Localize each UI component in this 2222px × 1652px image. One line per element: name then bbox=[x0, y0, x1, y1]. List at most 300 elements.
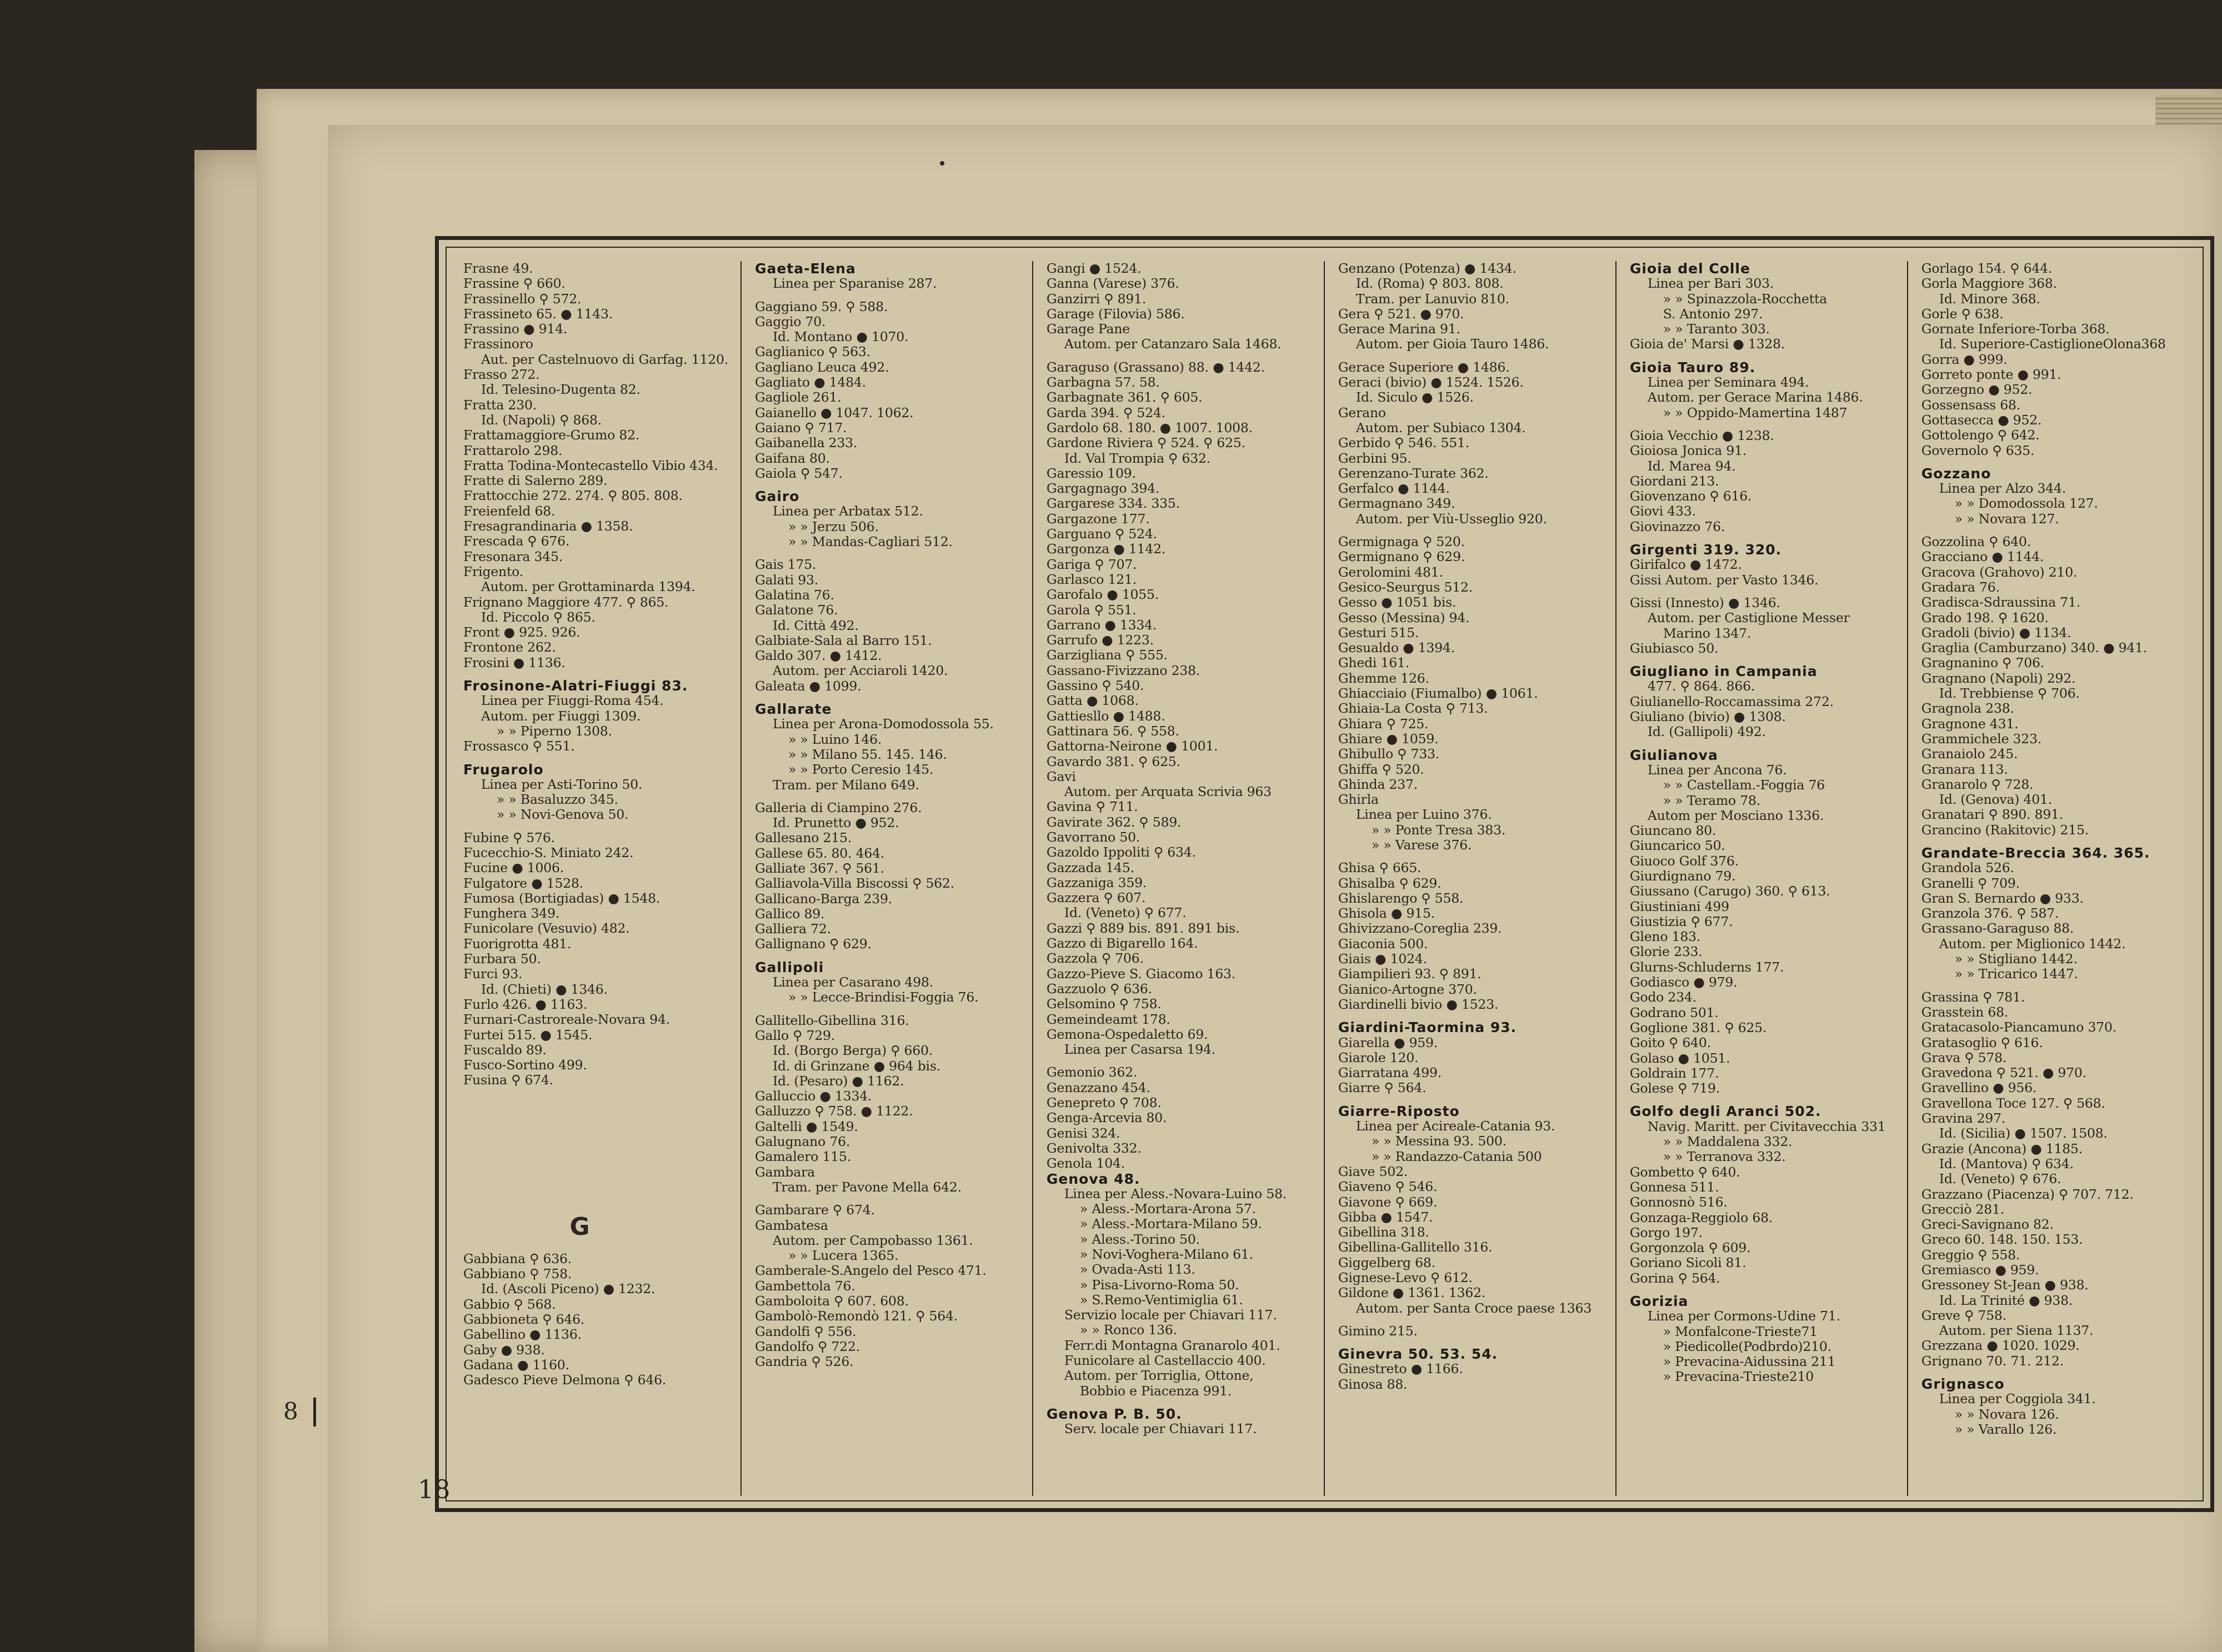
index-entry: Frasso 272. bbox=[463, 367, 540, 383]
index-heading: Genova P. B. 50. bbox=[1046, 1405, 1182, 1422]
index-heading: Gallarate bbox=[754, 701, 832, 718]
index-entry: Ghivizzano-Coreglia 239. bbox=[1338, 920, 1502, 937]
index-entry: Fusco-Sortino 499. bbox=[463, 1057, 587, 1073]
index-entry: Gaggio 70. bbox=[754, 313, 826, 329]
index-entry: Garda 394. ⚲ 524. bbox=[1046, 404, 1165, 420]
index-entry: Garofalo ● 1055. bbox=[1046, 587, 1159, 603]
index-entry: Galliera 72. bbox=[754, 921, 831, 937]
index-entry: Gattinara 56. ⚲ 558. bbox=[1046, 723, 1179, 739]
index-entry: Fratte di Salerno 289. bbox=[463, 473, 608, 489]
index-entry: Gargazone 177. bbox=[1046, 510, 1150, 527]
index-entry: Ganna (Varese) 376. bbox=[1046, 276, 1179, 292]
index-entry: Autom. per Acciaroli 1420. bbox=[772, 663, 948, 679]
index-entry: Fresonara 345. bbox=[463, 548, 563, 564]
index-entry: Galeata ● 1099. bbox=[754, 678, 862, 694]
index-entry: Fulgatore ● 1528. bbox=[463, 875, 584, 891]
index-entry: Genazzano 454. bbox=[1046, 1079, 1150, 1095]
index-entry: Serv. locale per Chiavari 117. bbox=[1064, 1421, 1257, 1437]
index-entry: Grandola 526. bbox=[1921, 860, 2014, 876]
index-entry: Autom. per Subiaco 1304. bbox=[1355, 419, 1526, 435]
index-entry: Gonnosnò 516. bbox=[1629, 1194, 1728, 1210]
index-column-3 bbox=[1033, 261, 1325, 1496]
index-heading: Grandate-Breccia 364. 365. bbox=[1921, 844, 2150, 861]
index-entry: Garaguso (Grassano) 88. ● 1442. bbox=[1046, 359, 1265, 375]
index-entry: Glorie 233. bbox=[1629, 944, 1703, 960]
index-entry: Governolo ⚲ 635. bbox=[1921, 442, 2035, 458]
index-entry: Gazzola ⚲ 706. bbox=[1046, 950, 1144, 967]
index-entry: Marino 1347. bbox=[1663, 625, 1751, 641]
index-entry: Ghislarengo ⚲ 558. bbox=[1338, 890, 1464, 906]
index-column-1 bbox=[450, 261, 742, 1496]
index-entry: Gallese 65. 80. 464. bbox=[754, 845, 885, 861]
index-entry: Linea per Luino 376. bbox=[1355, 807, 1492, 823]
index-entry: Id. (Mantova) ⚲ 634. bbox=[1939, 1155, 2074, 1172]
entry-spacer bbox=[463, 670, 735, 678]
index-entry: Giave 502. bbox=[1338, 1163, 1408, 1179]
index-entry: Gaggiano 59. ⚲ 588. bbox=[754, 298, 888, 314]
index-entry: Id. Marea 94. bbox=[1647, 458, 1736, 474]
index-entry: Funghera 349. bbox=[463, 905, 560, 922]
index-entry: Tram. per Lanuvio 810. bbox=[1355, 291, 1509, 307]
index-entry: Gazzi ⚲ 889 bis. 891. 891 bis. bbox=[1046, 920, 1240, 936]
index-entry: Freienfeld 68. bbox=[463, 503, 556, 519]
index-entry: Girifalco ● 1472. bbox=[1629, 557, 1742, 573]
index-entry: Fuorigrotta 481. bbox=[463, 935, 572, 952]
entry-spacer bbox=[1921, 1369, 2194, 1376]
index-entry: Grazie (Ancona) ● 1185. bbox=[1921, 1140, 2083, 1157]
index-entry: Genivolta 332. bbox=[1046, 1140, 1142, 1156]
index-entry: Grasstein 68. bbox=[1921, 1004, 2009, 1020]
index-entry: Ghemme 126. bbox=[1338, 670, 1429, 686]
index-entry: Gallico 89. bbox=[754, 905, 825, 922]
index-column-5 bbox=[1617, 261, 1908, 1496]
index-entry: Gazoldo Ippoliti ⚲ 634. bbox=[1046, 844, 1196, 860]
entry-spacer bbox=[1921, 527, 2194, 534]
index-entry: Granelli ⚲ 709. bbox=[1921, 875, 2020, 891]
index-entry: Gagliano Leuca 492. bbox=[754, 359, 889, 375]
index-entry: Gonnesa 511. bbox=[1629, 1179, 1719, 1195]
index-entry: Gerbido ⚲ 546. 551. bbox=[1338, 435, 1469, 451]
index-entry: Fucecchio-S. Miniato 242. bbox=[463, 844, 634, 860]
index-entry: Autom. per Santa Croce paese 1363 bbox=[1355, 1300, 1592, 1316]
entry-spacer bbox=[755, 1195, 1027, 1203]
index-entry: Gassano-Fivizzano 238. bbox=[1046, 662, 1200, 678]
index-entry: Gozzolina ⚲ 640. bbox=[1921, 534, 2031, 550]
index-heading: Girgenti 319. 320. bbox=[1629, 542, 1782, 558]
index-entry: » » Maddalena 332. bbox=[1663, 1134, 1793, 1150]
index-entry: » » Luino 146. bbox=[788, 731, 882, 747]
index-entry: Gazzera ⚲ 607. bbox=[1046, 890, 1146, 906]
index-entry: Giuoco Golf 376. bbox=[1629, 853, 1739, 869]
index-entry: Gorreto ponte ● 991. bbox=[1921, 367, 2061, 383]
index-entry: Golaso ● 1051. bbox=[1629, 1050, 1730, 1066]
entry-spacer bbox=[1338, 1012, 1610, 1020]
index-entry: Ghiara ⚲ 725. bbox=[1338, 715, 1429, 732]
entry-spacer bbox=[1338, 1316, 1610, 1324]
index-entry: Gerfalco ● 1144. bbox=[1338, 480, 1450, 497]
index-heading: Giarre-Riposto bbox=[1338, 1103, 1460, 1119]
index-entry: Gradoli (bivio) ● 1134. bbox=[1921, 624, 2071, 640]
index-entry: Gibellina 318. bbox=[1338, 1224, 1429, 1240]
index-entry: Garage Pane bbox=[1046, 321, 1130, 337]
index-entry: Giaconia 500. bbox=[1338, 935, 1428, 952]
index-entry: Garrano ● 1334. bbox=[1046, 617, 1157, 633]
index-entry: Gremiasco ● 959. bbox=[1921, 1262, 2039, 1278]
index-entry: Gombetto ⚲ 640. bbox=[1629, 1164, 1740, 1180]
index-entry: Frassineto 65. ● 1143. bbox=[463, 306, 613, 322]
index-entry: Id. di Grinzane ● 964 bis. bbox=[772, 1058, 940, 1074]
index-entry: Garlasco 121. bbox=[1046, 571, 1137, 587]
index-entry: Gravina 297. bbox=[1921, 1110, 2006, 1127]
index-entry: Gamalero 115. bbox=[754, 1149, 852, 1165]
index-entry: Gabbio ⚲ 568. bbox=[463, 1296, 556, 1312]
index-entry: Autom. per Gerace Marina 1486. bbox=[1647, 389, 1863, 406]
index-entry: Id. (Veneto) ⚲ 676. bbox=[1939, 1171, 2061, 1187]
index-entry: Id. (Pesaro) ● 1162. bbox=[772, 1073, 904, 1089]
index-entry: Granzola 376. ⚲ 587. bbox=[1921, 905, 2059, 922]
index-entry: Gandolfi ⚲ 556. bbox=[754, 1323, 857, 1339]
index-entry: Gallignano ⚲ 629. bbox=[754, 936, 872, 952]
index-entry: Autom. per Castiglione Messer bbox=[1647, 610, 1850, 626]
index-entry: Giggelberg 68. bbox=[1338, 1254, 1435, 1270]
index-entry: Grancino (Rakitovic) 215. bbox=[1921, 822, 2089, 838]
index-entry: » » Milano 55. 145. 146. bbox=[788, 746, 947, 762]
index-entry: Galdo 307. ● 1412. bbox=[754, 648, 882, 664]
index-entry: Gesso (Messina) 94. bbox=[1338, 609, 1470, 625]
index-entry: Giuliano (bivio) ● 1308. bbox=[1629, 709, 1786, 725]
index-entry: Galluccio ● 1334. bbox=[754, 1088, 872, 1104]
index-entry: Id. (Veneto) ⚲ 677. bbox=[1064, 905, 1187, 921]
index-entry: » » Mandas-Cagliari 512. bbox=[788, 534, 953, 550]
index-entry: Gais 175. bbox=[754, 557, 817, 573]
index-entry: » » Spinazzola-Rocchetta bbox=[1663, 291, 1827, 307]
entry-spacer bbox=[463, 1244, 735, 1251]
index-entry: Autom. per Miglionico 1442. bbox=[1939, 935, 2126, 952]
index-entry: Gesico-Seurgus 512. bbox=[1338, 579, 1473, 595]
entry-spacer bbox=[463, 823, 735, 830]
index-heading: Gioia Tauro 89. bbox=[1629, 359, 1756, 376]
index-entry: Fratta Todina-Montecastello Vibio 434. bbox=[463, 457, 718, 473]
entry-spacer bbox=[1338, 853, 1610, 860]
index-entry: Gaiano ⚲ 717. bbox=[754, 419, 847, 435]
entry-spacer bbox=[1921, 982, 2194, 990]
index-entry: Frattamaggiore-Grumo 82. bbox=[463, 427, 640, 443]
index-entry: Gariga ⚲ 707. bbox=[1046, 556, 1137, 572]
entry-spacer bbox=[1630, 1096, 1901, 1104]
index-entry: » » Teramo 78. bbox=[1663, 792, 1760, 808]
index-entry: Gaifana 80. bbox=[754, 450, 830, 466]
index-entry: Id. Telesino-Dugenta 82. bbox=[481, 382, 640, 398]
index-entry: Frasne 49. bbox=[463, 261, 533, 276]
index-entry: Gardolo 68. 180. ● 1007. 1008. bbox=[1046, 419, 1253, 435]
index-entry: Gatta ● 1068. bbox=[1046, 693, 1139, 709]
entry-spacer bbox=[463, 1088, 735, 1210]
index-entry: Gorlago 154. ⚲ 644. bbox=[1921, 261, 2053, 276]
index-entry: Fratta 230. bbox=[463, 397, 537, 413]
index-entry: Gorgonzola ⚲ 609. bbox=[1629, 1240, 1751, 1256]
entry-spacer bbox=[1047, 352, 1318, 360]
index-entry: Linea per Asti-Torino 50. bbox=[481, 776, 643, 792]
index-entry: Gorle ⚲ 638. bbox=[1921, 306, 2004, 322]
index-entry: Graglia (Camburzano) 340. ● 941. bbox=[1921, 640, 2148, 656]
index-entry: Gavina ⚲ 711. bbox=[1046, 799, 1138, 815]
index-entry: Gossensass 68. bbox=[1921, 397, 2021, 413]
index-entry: Galliate 367. ⚲ 561. bbox=[754, 860, 884, 876]
index-entry: Greco 60. 148. 150. 153. bbox=[1921, 1232, 2083, 1248]
index-entry: Linea per Sparanise 287. bbox=[772, 276, 937, 292]
index-entry: Ghisalba ⚲ 629. bbox=[1338, 875, 1442, 891]
index-entry: Ghedi 161. bbox=[1338, 655, 1410, 671]
index-entry: Gorgo 197. bbox=[1629, 1224, 1703, 1240]
index-entry: Gravedona ⚲ 521. ● 970. bbox=[1921, 1065, 2086, 1081]
index-entry: Giavone ⚲ 669. bbox=[1338, 1194, 1438, 1210]
index-entry: Gadesco Pieve Delmona ⚲ 646. bbox=[463, 1372, 667, 1388]
index-entry: » » Varese 376. bbox=[1371, 837, 1472, 853]
index-entry: Tram. per Milano 649. bbox=[772, 777, 919, 793]
index-entry: Gamberale-S.Angelo del Pesco 471. bbox=[754, 1263, 987, 1279]
index-entry: Gangi ● 1524. bbox=[1046, 261, 1142, 276]
index-entry: Grignano 70. 71. 212. bbox=[1921, 1353, 2064, 1369]
index-entry: Grava ⚲ 578. bbox=[1921, 1049, 2007, 1065]
index-entry: Giarre ⚲ 564. bbox=[1338, 1080, 1427, 1096]
index-entry: Ghiffa ⚲ 520. bbox=[1338, 761, 1424, 777]
index-entry: Giulianello-Roccamassima 272. bbox=[1629, 693, 1834, 709]
entry-spacer bbox=[755, 694, 1027, 702]
entry-spacer bbox=[1338, 352, 1610, 360]
entry-spacer bbox=[755, 1005, 1027, 1013]
index-entry: Giustizia ⚲ 677. bbox=[1629, 913, 1733, 929]
index-entry: Gaby ● 938. bbox=[463, 1341, 545, 1358]
index-entry: » Piedicolle(Podbrdo)210. bbox=[1663, 1338, 1831, 1354]
index-entry: Grazzano (Piacenza) ⚲ 707. 712. bbox=[1921, 1186, 2134, 1202]
entry-spacer bbox=[1630, 352, 1901, 360]
index-entry: Gavirate 362. ⚲ 589. bbox=[1046, 814, 1182, 830]
index-entry: Gazzaniga 359. bbox=[1046, 874, 1147, 890]
index-entry: Gradisca-Sdraussina 71. bbox=[1921, 594, 2081, 610]
index-column-6 bbox=[1908, 261, 2200, 1496]
index-entry: Id. La Trinité ● 938. bbox=[1939, 1292, 2073, 1308]
index-entry: » » Jerzu 506. bbox=[788, 518, 879, 534]
index-entry: Gaiola ⚲ 547. bbox=[754, 465, 843, 481]
index-heading: Gioia del Colle bbox=[1629, 261, 1750, 277]
index-entry: Id. Prunetto ● 952. bbox=[772, 815, 899, 831]
index-entry: Gottasecca ● 952. bbox=[1921, 412, 2042, 428]
index-entry: » » Castellam.-Foggia 76 bbox=[1663, 777, 1825, 793]
index-entry: Id. (Sicilia) ● 1507. 1508. bbox=[1939, 1125, 2108, 1142]
index-entry: Gratacasolo-Piancamuno 370. bbox=[1921, 1019, 2116, 1035]
index-entry: » » Stigliano 1442. bbox=[1954, 951, 2078, 967]
index-entry: Linea per Bari 303. bbox=[1647, 276, 1774, 292]
entry-spacer bbox=[1921, 838, 2194, 845]
index-entry: Linea per Casarano 498. bbox=[772, 974, 934, 990]
index-entry: Giussano (Carugo) 360. ⚲ 613. bbox=[1629, 883, 1830, 899]
index-entry: Greci-Savignano 82. bbox=[1921, 1217, 2054, 1233]
index-entry: Goglione 381. ⚲ 625. bbox=[1629, 1019, 1767, 1035]
index-entry: Autom per Mosciano 1336. bbox=[1647, 807, 1824, 823]
index-entry: Gamboloita ⚲ 607. 608. bbox=[754, 1293, 909, 1309]
index-entry: » » Oppido-Mamertina 1487 bbox=[1663, 404, 1848, 420]
index-entry: Frassinello ⚲ 572. bbox=[463, 291, 582, 307]
index-entry: Frattocchie 272. 274. ⚲ 805. 808. bbox=[463, 488, 683, 504]
index-entry: Giarratana 499. bbox=[1338, 1065, 1442, 1081]
index-entry: Autom. per Arquata Scrivia 963 bbox=[1064, 784, 1272, 800]
index-entry: » » Randazzo-Catania 500 bbox=[1371, 1148, 1542, 1164]
index-heading: Giulianova bbox=[1629, 747, 1718, 763]
index-entry: Linea per Alzo 344. bbox=[1939, 480, 2066, 497]
index-entry: Genisi 324. bbox=[1046, 1125, 1120, 1141]
index-entry: Gera ⚲ 521. ● 970. bbox=[1338, 306, 1464, 322]
index-entry: Gorra ● 999. bbox=[1921, 351, 2008, 367]
index-entry: » » Basaluzzo 345. bbox=[497, 792, 618, 808]
index-entry: Gesso ● 1051 bis. bbox=[1338, 594, 1457, 610]
index-entry: Frontone 262. bbox=[463, 639, 556, 655]
index-entry: Ghisola ● 915. bbox=[1338, 905, 1435, 922]
index-entry: Gioiosa Jonica 91. bbox=[1629, 443, 1747, 459]
index-entry: Gibba ● 1547. bbox=[1338, 1209, 1433, 1225]
index-entry: Frigento. bbox=[463, 563, 523, 579]
index-entry: Galatone 76. bbox=[754, 602, 838, 618]
index-entry: Gradara 76. bbox=[1921, 579, 2000, 595]
index-entry: Id. Montano ● 1070. bbox=[772, 329, 909, 345]
index-entry: Autom. per Fiuggi 1309. bbox=[481, 708, 641, 724]
index-entry: Servizio locale per Chiavari 117. bbox=[1064, 1307, 1277, 1323]
index-entry: Id. (Ascoli Piceno) ● 1232. bbox=[481, 1281, 655, 1297]
index-entry: Fuscaldo 89. bbox=[463, 1042, 547, 1058]
index-entry: Germignaga ⚲ 520. bbox=[1338, 534, 1465, 550]
index-entry: Furci 93. bbox=[463, 966, 523, 982]
index-entry: Granara 113. bbox=[1921, 761, 2008, 777]
index-entry: Giurdignano 79. bbox=[1629, 868, 1736, 884]
index-entry: Grecciò 281. bbox=[1921, 1201, 2005, 1217]
entry-spacer bbox=[1047, 1399, 1318, 1406]
index-entry: » » Messina 93. 500. bbox=[1371, 1133, 1507, 1149]
index-entry: Garguano ⚲ 524. bbox=[1046, 526, 1157, 542]
index-entry: Funicolare (Vesuvio) 482. bbox=[463, 920, 630, 937]
index-entry: Ganzirri ⚲ 891. bbox=[1046, 291, 1147, 307]
index-entry: Autom. per Torriglia, Ottone, bbox=[1064, 1368, 1254, 1384]
index-entry: Garzigliana ⚲ 555. bbox=[1046, 647, 1168, 663]
index-entry: Gracciano ● 1144. bbox=[1921, 549, 2044, 565]
index-entry: Galleria di Ciampino 276. bbox=[754, 799, 922, 815]
index-entry: » » Piperno 1308. bbox=[497, 723, 612, 739]
index-entry: Grassano-Garaguso 88. bbox=[1921, 920, 2074, 937]
index-heading: Gairo bbox=[754, 488, 800, 505]
index-entry: » » Lecce-Brindisi-Foggia 76. bbox=[788, 989, 979, 1005]
index-entry: Linea per Coggiola 341. bbox=[1939, 1391, 2096, 1407]
index-entry: » Aless.-Torino 50. bbox=[1079, 1231, 1200, 1247]
index-entry: Id. Trebbiense ⚲ 706. bbox=[1939, 685, 2080, 702]
index-entry: Gandolfo ⚲ 722. bbox=[754, 1338, 860, 1354]
index-entry: Gesualdo ● 1394. bbox=[1338, 640, 1455, 656]
index-entry: Gildone ● 1361. 1362. bbox=[1338, 1285, 1486, 1301]
entry-spacer bbox=[1630, 420, 1901, 428]
entry-spacer bbox=[1338, 527, 1610, 534]
index-entry: Granaiolo 245. bbox=[1921, 746, 2018, 762]
index-entry: Gerace Superiore ● 1486. bbox=[1338, 359, 1510, 375]
index-entry: » » Tricarico 1447. bbox=[1954, 966, 2079, 982]
index-entry: Golese ⚲ 719. bbox=[1629, 1080, 1720, 1097]
index-entry: Gemona-Ospedaletto 69. bbox=[1046, 1026, 1208, 1042]
index-entry: Ghiare ● 1059. bbox=[1338, 730, 1439, 747]
index-heading: Gorizia bbox=[1629, 1293, 1689, 1309]
index-entry: » » Terranova 332. bbox=[1663, 1149, 1786, 1165]
index-entry: Gargarese 334. 335. bbox=[1046, 495, 1180, 512]
index-entry: » Novi-Voghera-Milano 61. bbox=[1079, 1246, 1253, 1262]
index-entry: Autom. per Viù-Usseglio 920. bbox=[1355, 510, 1547, 527]
index-entry: Germagnano 349. bbox=[1338, 495, 1455, 512]
index-entry: Gonzaga-Reggiolo 68. bbox=[1629, 1209, 1773, 1225]
index-entry: Linea per Ancona 76. bbox=[1647, 762, 1787, 778]
index-entry: Gallo ⚲ 729. bbox=[754, 1027, 835, 1043]
index-entry: Ghirla bbox=[1338, 792, 1379, 808]
index-entry: Fubine ⚲ 576. bbox=[463, 829, 555, 845]
index-entry: Gavorrano 50. bbox=[1046, 829, 1140, 845]
index-entry: Galatina 76. bbox=[754, 587, 834, 603]
index-entry: » » Domodossola 127. bbox=[1954, 495, 2098, 512]
index-entry: Linea per Casarsa 194. bbox=[1064, 1042, 1215, 1058]
entry-spacer bbox=[755, 793, 1027, 800]
index-entry: Gracova (Grahovo) 210. bbox=[1921, 564, 2078, 580]
index-entry: Linea per Arbatax 512. bbox=[772, 503, 923, 519]
index-columns bbox=[450, 261, 2200, 1496]
index-entry: Ghinda 237. bbox=[1338, 776, 1418, 792]
index-entry: Ghiaia-La Costa ⚲ 713. bbox=[1338, 700, 1488, 717]
index-entry: Gianico-Artogne 370. bbox=[1338, 981, 1477, 997]
index-entry: » » Lucera 1365. bbox=[788, 1248, 899, 1264]
index-heading: Ginevra 50. 53. 54. bbox=[1338, 1346, 1498, 1363]
index-entry: » Aless.-Mortara-Milano 59. bbox=[1079, 1216, 1262, 1232]
index-entry: Gorzegno ● 952. bbox=[1921, 382, 2033, 398]
index-entry: Galbiate-Sala al Barro 151. bbox=[754, 632, 932, 648]
index-entry: Gorina ⚲ 564. bbox=[1629, 1270, 1720, 1286]
index-entry: Furlo 426. ● 1163. bbox=[463, 996, 588, 1012]
index-entry: Id. Città 492. bbox=[772, 617, 859, 633]
index-entry: Gerenzano-Turate 362. bbox=[1338, 465, 1489, 481]
index-entry: » Ovada-Asti 113. bbox=[1079, 1261, 1195, 1278]
index-entry: Giuncano 80. bbox=[1629, 823, 1716, 839]
index-entry: Gragnano (Napoli) 292. bbox=[1921, 670, 2076, 686]
index-entry: Id. Siculo ● 1526. bbox=[1355, 389, 1474, 406]
index-entry: Linea per Cormons-Udine 71. bbox=[1647, 1308, 1840, 1324]
index-entry: Gattorna-Neirone ● 1001. bbox=[1046, 738, 1218, 754]
entry-spacer bbox=[1338, 1339, 1610, 1346]
index-column-4 bbox=[1325, 261, 1617, 1496]
index-entry: Fucine ● 1006. bbox=[463, 860, 564, 876]
index-heading: Frugarolo bbox=[463, 761, 544, 778]
entry-spacer bbox=[755, 549, 1027, 557]
index-entry: » Prevacina-Trieste210 bbox=[1663, 1369, 1814, 1385]
index-entry: Gerace Marina 91. bbox=[1338, 321, 1460, 337]
index-entry: Greve ⚲ 758. bbox=[1921, 1307, 2006, 1323]
index-entry: Gassino ⚲ 540. bbox=[1046, 678, 1144, 694]
index-entry: Garbagnate 361. ⚲ 605. bbox=[1046, 389, 1203, 406]
index-entry: Genga-Arcevia 80. bbox=[1046, 1110, 1167, 1126]
index-entry: Frattarolo 298. bbox=[463, 442, 563, 458]
index-entry: Garola ⚲ 551. bbox=[1046, 602, 1137, 618]
index-entry: Galtelli ● 1549. bbox=[754, 1118, 858, 1134]
index-entry: Gattiesllo ● 1488. bbox=[1046, 708, 1165, 724]
index-entry: Gabbiana ⚲ 636. bbox=[463, 1250, 572, 1266]
index-entry: Gazzo di Bigarello 164. bbox=[1046, 935, 1198, 952]
index-entry: Frassino ● 914. bbox=[463, 321, 568, 337]
index-entry: Furbara 50. bbox=[463, 951, 541, 967]
index-entry: Id. (Gallipoli) 492. bbox=[1647, 724, 1766, 740]
index-entry: Gardone Riviera ⚲ 524. ⚲ 625. bbox=[1046, 435, 1245, 451]
index-entry: » » Novara 126. bbox=[1954, 1406, 2059, 1422]
index-entry: Gambettola 76. bbox=[754, 1278, 855, 1294]
entry-spacer bbox=[1338, 1096, 1610, 1104]
index-entry: Godo 234. bbox=[1629, 989, 1696, 1005]
